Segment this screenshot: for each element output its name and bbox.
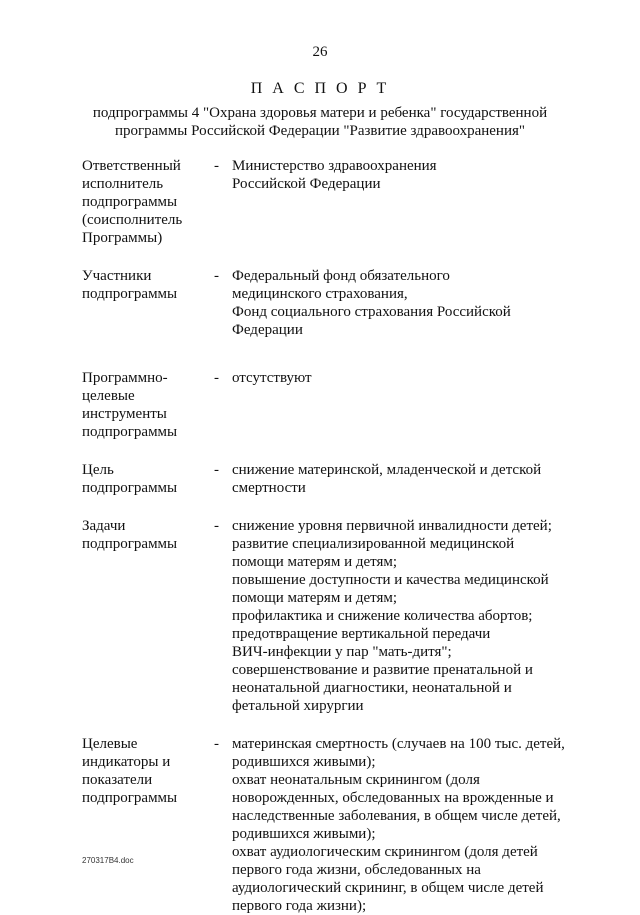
value-line: отсутствуют [232, 370, 312, 386]
subtitle-line: программы Российской Федерации "Развитие здравоохранения" [114, 123, 526, 139]
value-line: фетальной хирургии [232, 698, 364, 714]
row-value [232, 369, 582, 441]
row-label [82, 735, 214, 915]
passport-row-instruments [82, 369, 582, 441]
label-line: Целевые [82, 736, 138, 752]
value-line: новорожденных, обследованных на врожденные и [232, 790, 554, 806]
value-line: совершенствование и развитие пренатальной и [232, 662, 533, 678]
row-label [82, 369, 214, 441]
page-number: 26 [312, 44, 328, 60]
label-line: Ответственный [82, 158, 181, 174]
label-line: Программы) [82, 230, 163, 246]
row-label [82, 267, 214, 339]
label-line: инструменты [82, 406, 167, 422]
label-line: подпрограммы [82, 790, 178, 806]
value-line: ВИЧ-инфекции у пар "мать-дитя"; [232, 644, 452, 660]
value-line: снижение материнской, младенческой и детской [232, 462, 542, 478]
passport-row-tasks [82, 517, 582, 715]
label-line: Участники [82, 268, 152, 284]
document-title: П А С П О Р Т [250, 80, 390, 97]
row-value [232, 157, 582, 247]
row-value [232, 461, 582, 497]
label-line: (соисполнитель [82, 212, 183, 228]
value-line: Российской Федерации [232, 176, 381, 192]
row-dash: - [214, 462, 219, 478]
value-line: помощи матерям и детям; [232, 554, 398, 570]
value-line: первого года жизни); [232, 898, 367, 914]
row-dash: - [214, 370, 219, 386]
passport-row-responsible [82, 157, 582, 247]
label-line: показатели [82, 772, 153, 788]
value-line: развитие специализированной медицинской [232, 536, 515, 552]
value-line: материнская смертность (случаев на 100 тыс. детей, [232, 736, 565, 752]
passport-row-goal [82, 461, 582, 497]
row-label [82, 461, 214, 497]
value-line: неонатальной диагностики, неонатальной и [232, 680, 512, 696]
value-line: наследственные заболевания, в общем числе детей, [232, 808, 561, 824]
value-line: повышение доступности и качества медицинской [232, 572, 549, 588]
value-line: аудиологический скрининг, в общем числе детей [232, 880, 544, 896]
value-line: первого года жизни, обследованных на [232, 862, 481, 878]
label-line: исполнитель [82, 176, 164, 192]
value-line: медицинского страхования, [232, 286, 408, 302]
label-line: подпрограммы [82, 424, 178, 440]
value-line: родившихся живыми); [232, 754, 376, 770]
passport-table [82, 157, 582, 915]
row-value [232, 267, 582, 339]
value-line: помощи матерям и детям; [232, 590, 398, 606]
row-label [82, 157, 214, 247]
label-line: Задачи [82, 518, 126, 534]
label-line: подпрограммы [82, 194, 178, 210]
label-line: подпрограммы [82, 480, 178, 496]
value-line: Федеральный фонд обязательного [232, 268, 450, 284]
label-line: подпрограммы [82, 286, 178, 302]
passport-row-indicators [82, 735, 582, 915]
label-line: Программно- [82, 370, 168, 386]
value-line: профилактика и снижение количества абортов; [232, 608, 533, 624]
subtitle-line: подпрограммы 4 "Охрана здоровья матери и ребенка" государственной [92, 105, 548, 121]
value-line: Федерации [232, 322, 303, 338]
row-dash: - [214, 736, 219, 752]
label-line: Цель [82, 462, 114, 478]
value-line: смертности [232, 480, 306, 496]
value-line: снижение уровня первичной инвалидности детей; [232, 518, 552, 534]
row-dash: - [214, 268, 219, 284]
value-line: Министерство здравоохранения [232, 158, 437, 174]
passport-row-participants [82, 267, 582, 339]
row-value [232, 735, 582, 915]
label-line: подпрограммы [82, 536, 178, 552]
value-line: родившихся живыми); [232, 826, 376, 842]
label-line: целевые [82, 388, 135, 404]
value-line: охват аудиологическим скринингом (доля детей [232, 844, 538, 860]
file-name-footer: 270317В4.doc [82, 856, 134, 865]
value-line: предотвращение вертикальной передачи [232, 626, 491, 642]
row-label [82, 517, 214, 715]
row-dash: - [214, 158, 219, 174]
value-line: охват неонатальным скринингом (доля [232, 772, 480, 788]
label-line: индикаторы и [82, 754, 171, 770]
row-dash: - [214, 518, 219, 534]
row-value [232, 517, 582, 715]
value-line: Фонд социального страхования Российской [232, 304, 511, 320]
document-subtitle [0, 104, 640, 140]
